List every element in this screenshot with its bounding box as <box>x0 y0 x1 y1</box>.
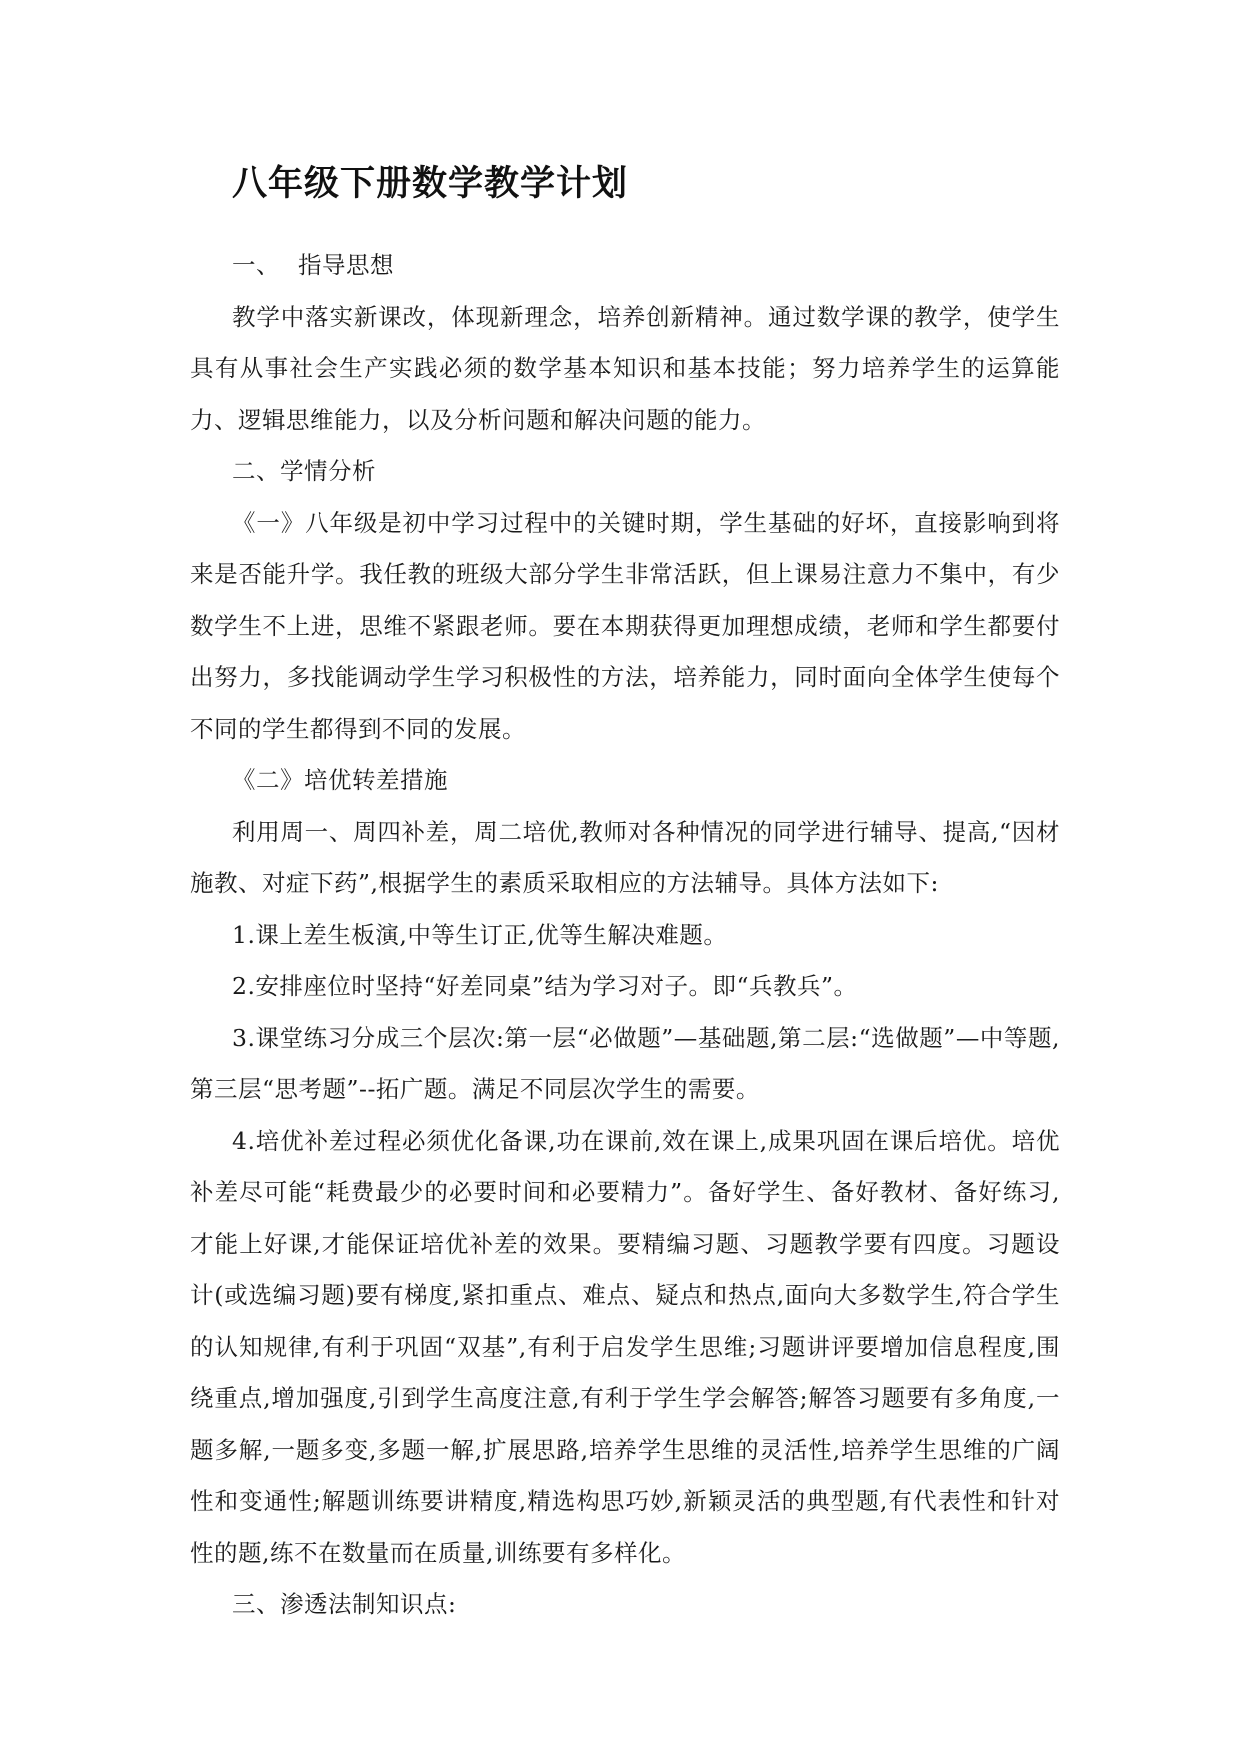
list-item: 4.培优补差过程必须优化备课,功在课前,效在课上,成果巩固在课后培优。培优补差尽可能“耗费最少的必要时间和必要精力”。备好学生、备好教材、备好练习,才能上好课,才能保证培优补差的效果。要精编习题、习题教学要有四度。习题设计(或选编习题)要有梯度,紧扣重点、难点、疑点和热点,面向大多数学生,符合学生的认知规律,有利于巩固“双基”,有利于启发学生思维;习题讲评要增加信息程度,围绕重点,增加强度,引到学生高度注意,有利于学生学会解答;解答习题要有多角度,一题多解,一题多变,多题一解,扩展思路,培养学生思维的灵活性,培养学生思维的广阔性和变通性;解题训练要讲精度,精选构思巧妙,新颖灵活的典型题,有代表性和针对性的题,练不在数量而在质量,训练要有多样化。 <box>190 1126 1060 1567</box>
section-number: 一、 <box>232 251 280 279</box>
section-heading-learning-analysis: 二、学情分析 <box>232 457 376 485</box>
paragraph-learning-analysis: 《一》八年级是初中学习过程中的关键时期，学生基础的好坏，直接影响到将来是否能升学。我任教的班级大部分学生非常活跃，但上课易注意力不集中，有少数学生不上进，思维不紧跟老师。要在本期获得更加理想成绩，老师和学生都要付出努力，多找能调动学生学习积极性的方法，培养能力，同时面向全体学生使每个不同的学生都得到不同的发展。 <box>190 508 1060 743</box>
document-title: 八年级下册数学教学计划 <box>232 164 629 204</box>
document-body <box>190 160 1060 1631</box>
section-heading-legal-knowledge: 三、渗透法制知识点: <box>232 1590 457 1618</box>
section-heading-text: 指导思想 <box>298 251 394 279</box>
section-heading-guiding-ideology <box>190 240 1060 292</box>
list-item: 3.课堂练习分成三个层次:第一层“必做题”—基础题,第二层:“选做题”—中等题,第三层“思考题”--拓广题。满足不同层次学生的需要。 <box>190 1023 1060 1103</box>
paragraph-measures-intro: 利用周一、周四补差，周二培优,教师对各种情况的同学进行辅导、提高,“因材施教、对症下药”,根据学生的素质采取相应的方法辅导。具体方法如下: <box>190 817 1060 897</box>
paragraph-guiding-ideology: 教学中落实新课改，体现新理念，培养创新精神。通过数学课的教学，使学生具有从事社会生产实践必须的数学基本知识和基本技能；努力培养学生的运算能力、逻辑思维能力，以及分析问题和解决问题的能力。 <box>190 302 1060 434</box>
list-item: 1.课上差生板演,中等生订正,优等生解决难题。 <box>232 920 728 949</box>
subsection-heading-measures: 《二》培优转差措施 <box>232 766 448 794</box>
list-item: 2.安排座位时坚持“好差同桌”结为学习对子。即“兵教兵”。 <box>232 972 858 1000</box>
